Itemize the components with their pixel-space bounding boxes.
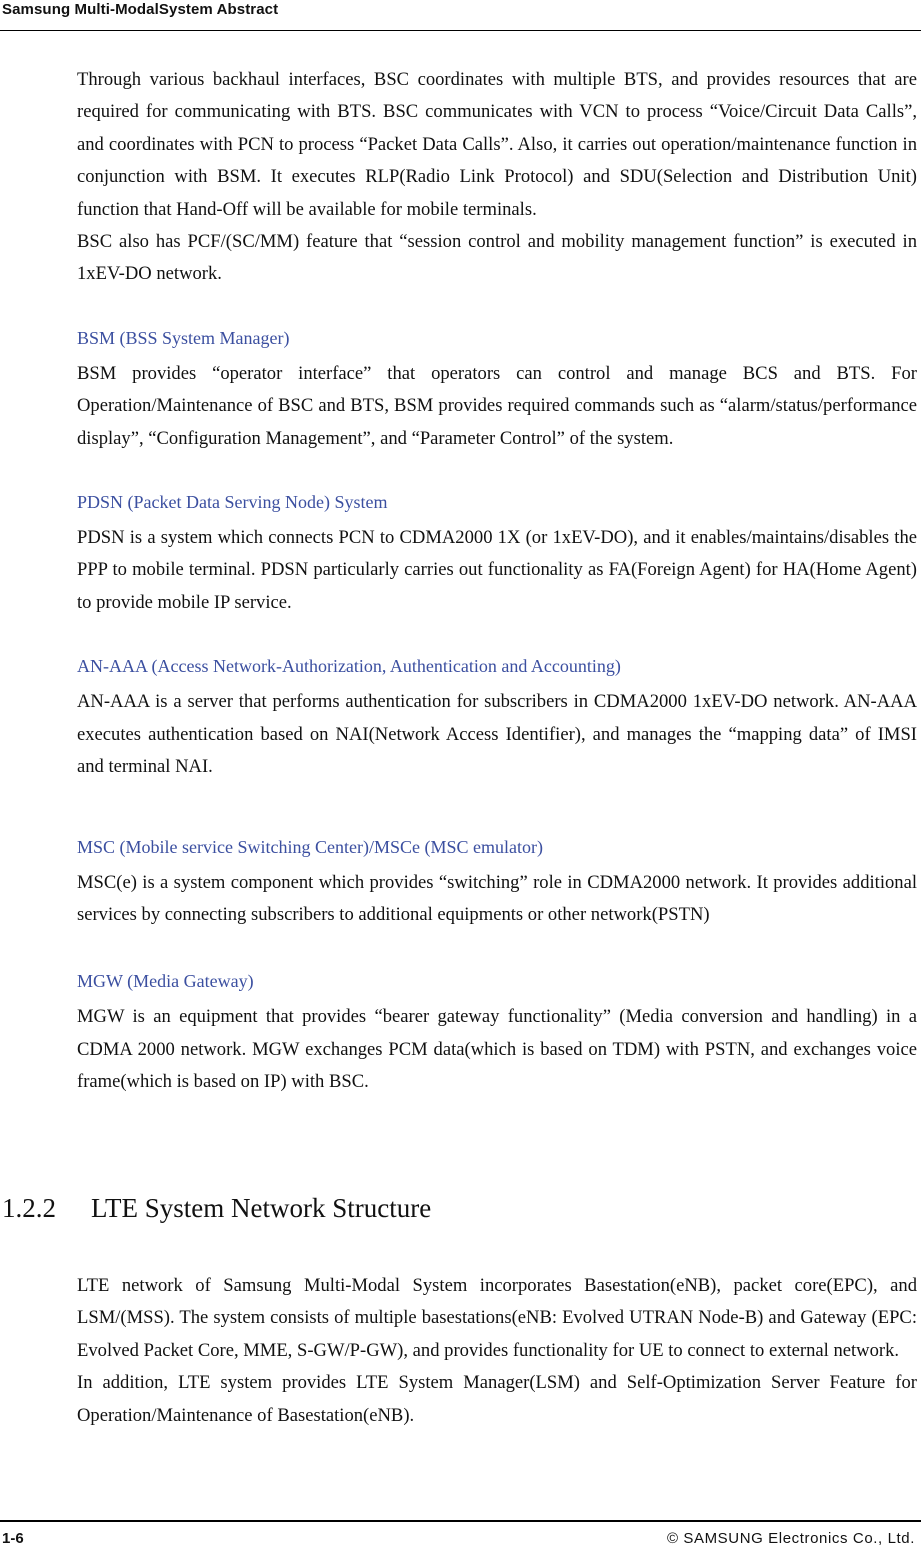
section-title-text: LTE System Network Structure <box>91 1193 432 1223</box>
page-number: 1-6 <box>2 1530 24 1547</box>
bsm-heading: BSM (BSS System Manager) <box>77 327 290 348</box>
mgw-paragraph: MGW is an equipment that provides “bearer gateway functionality” (Media conversion and handling) in a CDMA 2000 network. MGW exchanges PCM data(which is based on TDM) with PSTN, and exchanges voice frame(which is based on IP) with BSC. <box>77 1006 917 1093</box>
section-title <box>2 1190 431 1226</box>
mgw-heading: MGW (Media Gateway) <box>77 971 254 992</box>
an-aaa-heading: AN-AAA (Access Network-Authorization, Authentication and Accounting) <box>77 656 621 677</box>
lte-body <box>77 1270 917 1432</box>
pdsn-paragraph: PDSN is a system which connects PCN to CDMA2000 1X (or 1xEV-DO), and it enables/maintains/disables the PPP to mobile terminal. PDSN particularly carries out functionality as FA(Foreign Agent) for HA(Home Agent) to provide mobile IP service. <box>77 527 917 613</box>
section-number: 1.2.2 <box>2 1193 56 1223</box>
msc-heading: MSC (Mobile service Switching Center)/MSCe (MSC emulator) <box>77 836 543 857</box>
msc-paragraph: MSC(e) is a system component which provides “switching” role in CDMA2000 network. It provides additional services by connecting subscribers to additional equipments or other network(PSTN) <box>77 871 917 925</box>
pdsn-heading: PDSN (Packet Data Serving Node) System <box>77 492 388 513</box>
bsm-paragraph: BSM provides “operator interface” that operators can control and manage BCS and BTS. For Operation/Maintenance of BSC and BTS, BSM provides required commands such as “alarm/status/performance display”, “Configuration Management”, and “Parameter Control” of the system. <box>77 362 917 449</box>
page-footer <box>0 1520 921 1555</box>
document-body <box>77 64 917 1099</box>
header-title: Samsung Multi-ModalSystem Abstract <box>2 1 279 18</box>
an-aaa-paragraph: AN-AAA is a server that performs authentication for subscribers in CDMA2000 1xEV-DO network. AN-AAA executes authentication based on NAI(Network Access Identifier), and manages the “mapping data” of IMSI and terminal NAI. <box>77 691 917 778</box>
lte-paragraph-1: LTE network of Samsung Multi-Modal System incorporates Basestation(eNB), packet core(EPC), and LSM/(MSS). The system consists of multiple basestations(eNB: Evolved UTRAN Node-B) and Gateway (EPC: Evolved Packet Core, MME, S-GW/P-GW), and provides functionality for UE to connect to external network. <box>77 1275 917 1361</box>
lte-paragraph-2: In addition, LTE system provides LTE System Manager(LSM) and Self-Optimization Server Feature for Operation/Maintenance of Basestation(eNB). <box>77 1372 917 1426</box>
copyright: © SAMSUNG Electronics Co., Ltd. <box>666 1530 915 1547</box>
bsc-paragraph-2: BSC also has PCF/(SC/MM) feature that “session control and mobility management function” is executed in 1xEV-DO network. <box>77 231 917 285</box>
page-header <box>0 0 921 31</box>
bsc-paragraph-1: Through various backhaul interfaces, BSC coordinates with multiple BTS, and provides resources that are required for communicating with BTS. BSC communicates with VCN to process “Voice/Circuit Data Calls”, and coordinates with PCN to process “Packet Data Calls”. Also, it carries out operation/maintenance function in conjunction with BSM. It executes RLP(Radio Link Protocol) and SDU(Selection and Distribution Unit) function that Hand-Off will be available for mobile terminals. <box>77 69 917 220</box>
